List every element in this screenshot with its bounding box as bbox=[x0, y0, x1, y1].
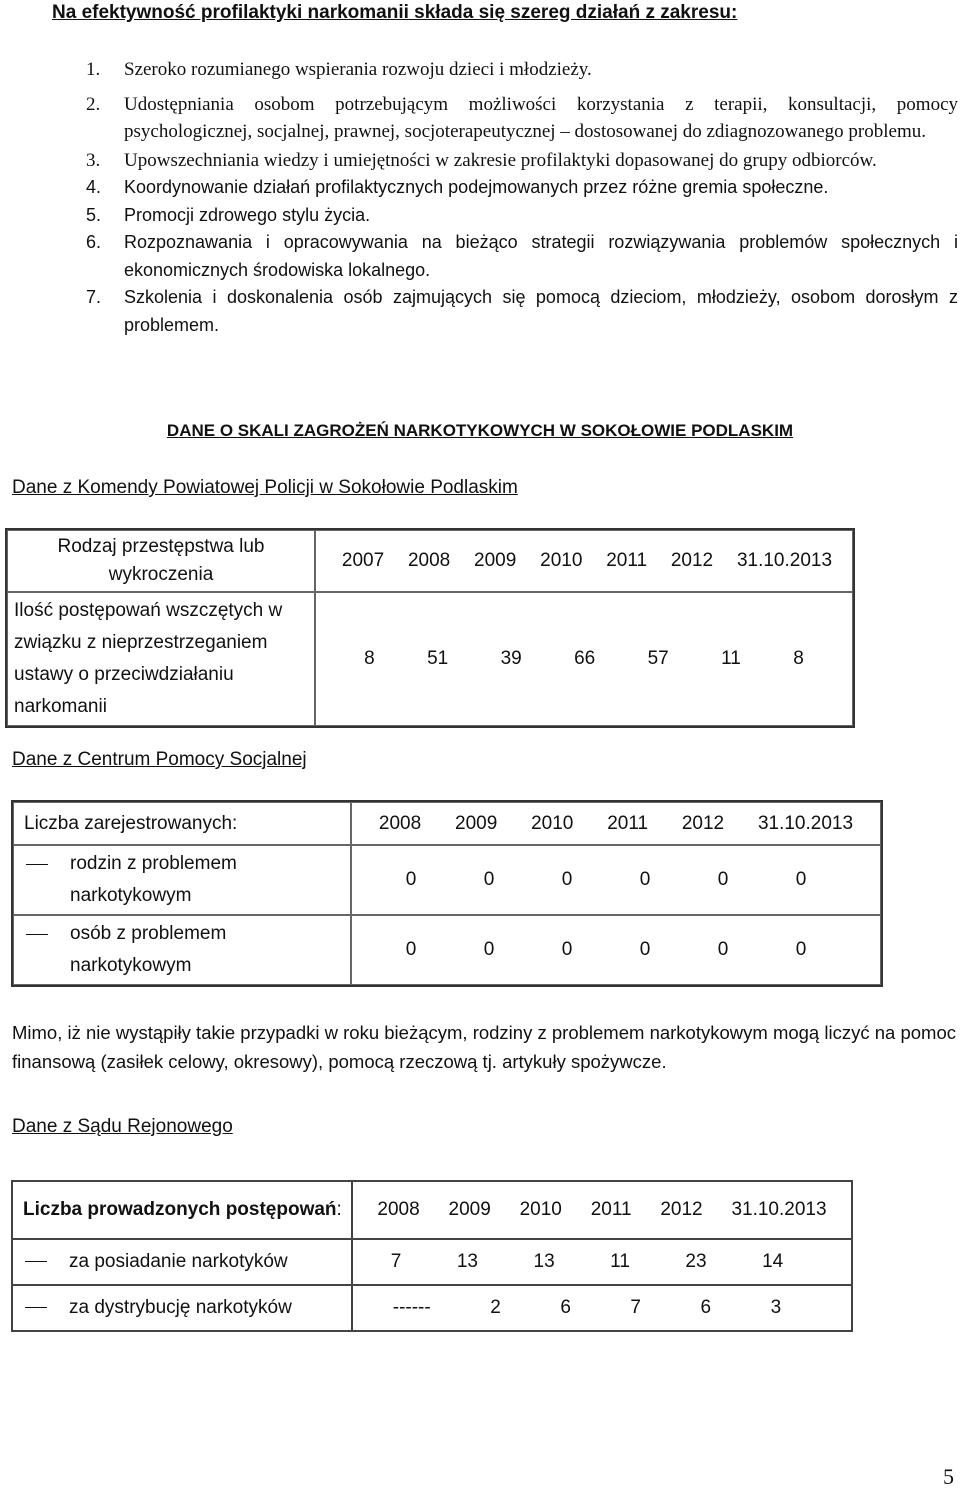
police-years bbox=[316, 531, 852, 591]
year-header: 2012 bbox=[660, 1199, 703, 1220]
year-header: 2008 bbox=[377, 1199, 420, 1220]
list-item bbox=[86, 174, 958, 202]
value-cell: 6 bbox=[700, 1297, 712, 1318]
list-item bbox=[86, 284, 958, 339]
court-row-label: za posiadanie narkotyków bbox=[69, 1251, 288, 1272]
value-cell: 0 bbox=[795, 939, 807, 960]
social-years-cell bbox=[351, 802, 881, 845]
value-cell: 39 bbox=[500, 648, 522, 669]
social-values-cell bbox=[351, 915, 881, 985]
court-years-cell bbox=[352, 1181, 852, 1239]
value-cell: 11 bbox=[721, 648, 741, 669]
table-row bbox=[13, 915, 881, 985]
court-values bbox=[353, 1286, 851, 1330]
list-item-text: Promocji zdrowego stylu życia. bbox=[124, 204, 371, 225]
value-cell: 13 bbox=[533, 1251, 555, 1272]
social-values-cell bbox=[351, 845, 881, 915]
dash-bullet-icon bbox=[25, 1307, 47, 1308]
value-cell: 0 bbox=[639, 939, 651, 960]
list-item-number: 7. bbox=[86, 287, 102, 307]
table-row bbox=[13, 802, 881, 845]
year-header: 2007 bbox=[341, 550, 385, 571]
value-cell: 0 bbox=[405, 869, 417, 890]
list-item-number: 3. bbox=[86, 149, 101, 171]
court-values bbox=[353, 1240, 851, 1284]
intro-heading: Na efektywność profilaktyki narkomanii składa się szereg działań z zakresu: bbox=[52, 2, 738, 23]
court-values-cell bbox=[352, 1285, 852, 1331]
value-cell: 6 bbox=[560, 1297, 571, 1318]
year-header: 2009 bbox=[474, 550, 517, 571]
main-title: DANE O SKALI ZAGROŻEŃ NARKOTYKOWYCH W SOKOŁOWIE PODLASKIM bbox=[166, 421, 794, 440]
year-header: 2011 bbox=[607, 812, 649, 834]
year-header: 2010 bbox=[519, 1199, 562, 1220]
list-item bbox=[86, 229, 958, 284]
list-item bbox=[86, 56, 958, 84]
year-header: 31.10.2013 bbox=[736, 550, 833, 571]
police-subtitle: Dane z Komendy Powiatowej Policji w Sokołowie Podlaskim bbox=[12, 477, 518, 498]
value-cell: 0 bbox=[561, 869, 573, 890]
value-cell: 0 bbox=[405, 939, 417, 960]
social-values bbox=[352, 916, 880, 984]
list-item-text: Udostępniania osobom potrzebującym możliwości korzystania z terapii, konsultacji, pomocy psychologicznej, socjalnej, prawnej, socjoterapeutycznej – dostosowanej do zdiagnozowanego problemu. bbox=[124, 93, 958, 142]
value-cell: 3 bbox=[770, 1297, 782, 1318]
year-header: 31.10.2013 bbox=[731, 1199, 827, 1220]
year-header: 2009 bbox=[448, 1199, 491, 1220]
court-row-label-cell bbox=[12, 1285, 352, 1331]
year-header: 2009 bbox=[455, 812, 498, 834]
table-row bbox=[7, 530, 853, 592]
list-item bbox=[18, 848, 346, 912]
value-cell: 0 bbox=[717, 869, 729, 890]
year-header: 2010 bbox=[540, 550, 583, 571]
table-row bbox=[12, 1285, 852, 1331]
year-header: 2011 bbox=[590, 1199, 632, 1220]
court-row-label-cell bbox=[12, 1239, 352, 1285]
value-cell: 7 bbox=[630, 1297, 641, 1318]
police-values bbox=[316, 593, 852, 725]
prevention-list bbox=[86, 56, 958, 339]
table-row bbox=[13, 845, 881, 915]
value-cell: 8 bbox=[364, 648, 375, 669]
value-cell: 8 bbox=[793, 648, 804, 669]
year-header: 2012 bbox=[670, 550, 714, 571]
value-cell: 0 bbox=[795, 869, 807, 890]
list-item-text: Upowszechniania wiedzy i umiejętności w zakresie profilaktyki dopasowanej do grupy odbiorców. bbox=[124, 149, 877, 171]
list-item bbox=[86, 91, 958, 146]
court-header-label-bold: Liczba prowadzonych postępowań bbox=[23, 1199, 337, 1220]
year-header: 2012 bbox=[681, 812, 725, 834]
police-values-cell bbox=[315, 592, 853, 726]
year-header: 31.10.2013 bbox=[757, 812, 854, 834]
social-values bbox=[352, 846, 880, 914]
value-cell: 13 bbox=[456, 1251, 478, 1272]
year-header: 2011 bbox=[606, 550, 648, 571]
value-cell: ------ bbox=[392, 1297, 431, 1318]
social-row-label: osób z problemem narkotykowym bbox=[70, 923, 227, 976]
support-paragraph: Mimo, iż nie wystąpiły takie przypadki w roku bieżącym, rodziny z problemem narkotykowym mogą liczyć na pomoc finansową (zasiłek celowy, okresowy), pomocą rzeczową tj. artykuły spożywcze. bbox=[12, 1022, 956, 1072]
value-cell: 23 bbox=[685, 1251, 707, 1272]
value-cell: 7 bbox=[390, 1251, 402, 1272]
dash-bullet-icon bbox=[25, 1261, 47, 1262]
court-subtitle: Dane z Sądu Rejonowego bbox=[12, 1116, 233, 1137]
value-cell: 0 bbox=[483, 869, 495, 890]
court-header-label-colon: : bbox=[336, 1199, 342, 1220]
page-number: 5 bbox=[943, 1464, 954, 1489]
list-item-text: Szkolenia i doskonalenia osób zajmujących się pomocą dzieciom, młodzieży, osobom dorosłym z problemem. bbox=[124, 287, 958, 335]
list-item-number: 2. bbox=[86, 93, 101, 115]
value-cell: 66 bbox=[574, 648, 596, 669]
value-cell: 14 bbox=[762, 1251, 784, 1272]
year-header: 2008 bbox=[378, 812, 422, 834]
list-item bbox=[86, 147, 958, 175]
value-cell: 51 bbox=[427, 648, 449, 669]
value-cell: 0 bbox=[717, 939, 729, 960]
court-table bbox=[11, 1180, 853, 1332]
list-item-text: Rozpoznawania i opracowywania na bieżąco strategii rozwiązywania problemów społecznych i ekonomicznych środowiska lokalnego. bbox=[124, 232, 958, 280]
table-row bbox=[12, 1239, 852, 1285]
police-table bbox=[5, 528, 855, 728]
court-header-label bbox=[12, 1181, 352, 1239]
list-item-number: 6. bbox=[86, 232, 102, 252]
value-cell: 57 bbox=[647, 648, 669, 669]
social-row-label: rodzin z problemem narkotykowym bbox=[70, 853, 237, 906]
social-years bbox=[352, 803, 880, 844]
table-row bbox=[12, 1181, 852, 1239]
list-item-number: 4. bbox=[86, 177, 102, 197]
value-cell: 0 bbox=[561, 939, 573, 960]
court-row-label: za dystrybucję narkotyków bbox=[69, 1297, 292, 1318]
list-item-text: Szeroko rozumianego wspierania rozwoju dzieci i młodzieży. bbox=[124, 59, 592, 80]
social-table bbox=[11, 800, 883, 987]
list-item-number: 1. bbox=[86, 59, 101, 80]
list-item-number: 5. bbox=[86, 204, 102, 225]
court-years bbox=[353, 1182, 851, 1238]
court-values-cell bbox=[352, 1239, 852, 1285]
year-header: 2010 bbox=[531, 812, 574, 834]
list-item-text: Koordynowanie działań profilaktycznych podejmowanych przez różne gremia społeczne. bbox=[124, 177, 829, 197]
list-item bbox=[86, 202, 958, 230]
value-cell: 11 bbox=[610, 1251, 630, 1272]
table-row bbox=[7, 592, 853, 726]
social-row-label-cell bbox=[13, 915, 351, 985]
value-cell: 0 bbox=[483, 939, 495, 960]
list-item bbox=[18, 918, 346, 982]
social-header-label: Liczba zarejestrowanych: bbox=[13, 802, 351, 845]
police-years-cell bbox=[315, 530, 853, 592]
social-subtitle: Dane z Centrum Pomocy Socjalnej bbox=[12, 749, 307, 770]
year-header: 2008 bbox=[407, 550, 451, 571]
value-cell: 2 bbox=[490, 1297, 501, 1318]
dash-bullet-icon bbox=[26, 934, 48, 935]
value-cell: 0 bbox=[639, 869, 651, 890]
police-header-label: Rodzaj przestępstwa lub wykroczenia bbox=[7, 530, 315, 592]
dash-bullet-icon bbox=[26, 864, 48, 865]
social-row-label-cell bbox=[13, 845, 351, 915]
police-row-label: Ilość postępowań wszczętych w związku z nieprzestrzeganiem ustawy o przeciwdziałaniu narkomanii bbox=[7, 592, 315, 726]
